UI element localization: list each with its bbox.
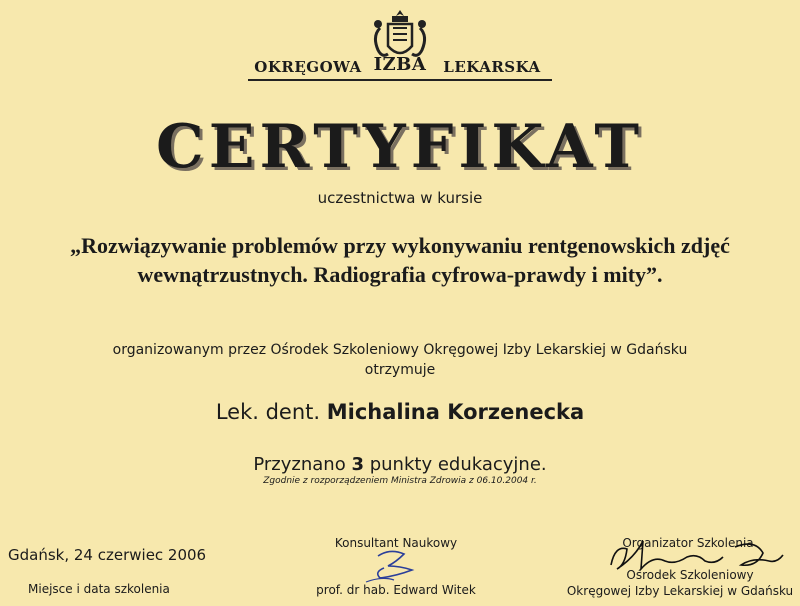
org-name-middle: IZBA: [373, 54, 427, 75]
consultant-name: prof. dr hab. Edward Witek: [316, 583, 476, 597]
header-divider: [248, 79, 552, 81]
organizer-title: Organizator Szkolenia: [622, 536, 754, 550]
organizer-name-line2: Okręgowej Izby Lekarskiej w Gdańsku: [566, 584, 794, 598]
course-name-line2: wewnątrzustnych. Radiografia cyfrowa-prawdy i mity”.: [137, 262, 663, 287]
org-name-right: LEKARSKA: [443, 58, 541, 76]
points-suffix: punkty edukacyjne.: [369, 454, 547, 475]
org-name-left: OKRĘGOWA: [254, 58, 362, 76]
consultant-signature-icon: [360, 548, 430, 584]
recipient-name: Michalina Korzenecka: [326, 400, 585, 424]
organizer-line: organizowanym przez Ośrodek Szkoleniowy Okręgowej Izby Lekarskiej w Gdańsku: [112, 342, 688, 358]
recipient: [0, 400, 800, 424]
receives-text: otrzymuje: [364, 362, 436, 378]
recipient-prefix: Lek. dent.: [215, 400, 321, 424]
place-date: Gdańsk, 24 czerwiec 2006: [8, 546, 207, 564]
points-prefix: Przyznano: [253, 454, 346, 475]
course-name: [30, 231, 770, 289]
points-awarded: [0, 454, 800, 475]
consultant-title: Konsultant Naukowy: [334, 536, 458, 550]
points-value: 3: [351, 454, 364, 475]
regulation-note: Zgodnie z rozporządzeniem Ministra Zdrowia z 06.10.2004 r.: [263, 476, 537, 486]
place-date-label: Miejsce i data szkolenia: [28, 582, 170, 596]
organizer-name-line1: Ośrodek Szkoleniowy: [626, 568, 754, 582]
course-name-line1: „Rozwiązywanie problemów przy wykonywaniu rentgenowskich zdjęć: [70, 233, 730, 258]
certificate-subtitle: uczestnictwa w kursie: [317, 189, 483, 207]
certificate-title: CERTYFIKAT: [155, 112, 645, 182]
organizer-statement: [0, 340, 800, 380]
